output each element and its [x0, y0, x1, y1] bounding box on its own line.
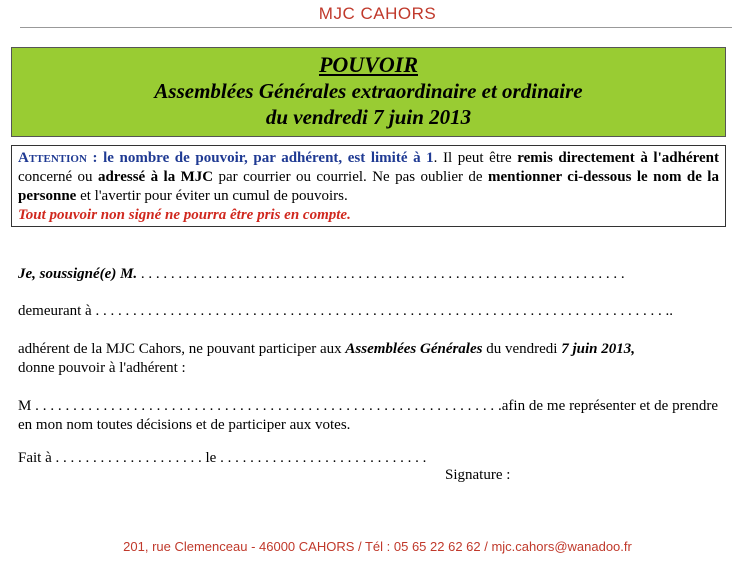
header-divider — [20, 27, 732, 28]
attention-notice — [11, 145, 726, 227]
soussigne-line — [18, 265, 718, 284]
adherent-ag: Assemblées Générales — [345, 341, 483, 357]
notice-bold-1: remis directement à l'adhérent — [517, 150, 719, 166]
soussigne-field[interactable]: . . . . . . . . . . . . . . . . . . . . . . . . . . . . . . . . . . . . . . . . . . . . . . . . . . . . . . . . . . . . . . . . . — [137, 266, 625, 282]
banner-date: du vendredi 7 juin 2013 — [265, 105, 472, 129]
banner-title: POUVOIR — [318, 52, 418, 77]
fait-field[interactable]: Fait à . . . . . . . . . . . . . . . . . . . . le . . . . . . . . . . . . . . . . . . . . . . . . . . . . — [18, 450, 427, 466]
page-header-title: MJC CAHORS — [318, 4, 437, 23]
unsigned-warning: Tout pouvoir non signé ne pourra être pris en compte. — [18, 207, 351, 223]
attention-label: Attention — [18, 150, 87, 166]
notice-bold-2: adressé à la MJC — [97, 169, 214, 185]
title-banner — [11, 47, 726, 137]
notice-text-4: et l'avertir pour éviter un cumul de pouvoirs. — [76, 188, 348, 204]
attention-rule: : le nombre de pouvoir, par adhérent, est limité à 1 — [86, 150, 434, 166]
footer-address: 201, rue Clemenceau - 46000 CAHORS / Tél : 05 65 22 62 62 / mjc.cahors@wanadoo.fr — [123, 539, 632, 554]
soussigne-label: Je, soussigné(e) M. — [18, 266, 138, 282]
adherent-text-3: donne pouvoir à l'adhérent : — [18, 360, 186, 376]
notice-bold-3: mentionner ci-dessous le nom de la personne — [18, 169, 719, 204]
signature-label: Signature : — [445, 467, 511, 483]
adherent-text-1: adhérent de la MJC Cahors, ne pouvant participer aux — [18, 341, 346, 357]
notice-text-3: par courrier ou courriel. Ne pas oublier de — [213, 169, 488, 185]
proxy-name-field[interactable]: M . . . . . . . . . . . . . . . . . . . . . . . . . . . . . . . . . . . . . . . . . . . . . . . . . . . . . . . . . . . . . .afin de me représenter et de prendre en mon nom toutes décisions et de participer aux votes. — [18, 398, 718, 433]
adherent-text-2: du vendredi — [482, 341, 562, 357]
banner-subtitle: Assemblées Générales extraordinaire et ordinaire — [154, 79, 583, 103]
notice-text-2: concerné ou — [18, 169, 98, 185]
notice-text-1: . Il peut être — [433, 150, 518, 166]
adherent-date: 7 juin 2013, — [561, 341, 635, 357]
adherent-paragraph — [18, 340, 718, 378]
demeurant-field[interactable]: demeurant à . . . . . . . . . . . . . . . . . . . . . . . . . . . . . . . . . . . . . . . . . . . . . . . . . . . . . . . . . . . . . . . . . . . . . . . . . . . . .. — [18, 303, 673, 319]
